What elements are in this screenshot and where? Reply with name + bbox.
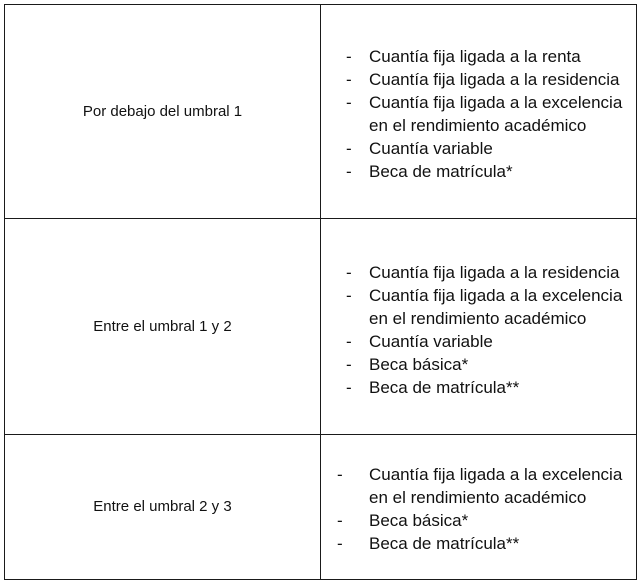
- bullet-dash: -: [337, 534, 343, 553]
- bullet-dash: -: [346, 139, 352, 158]
- list-item: [321, 137, 636, 160]
- benefits-list: [321, 249, 636, 405]
- list-item-text: Cuantía fija ligada a la excelencia en el rendimiento académico: [369, 465, 623, 507]
- list-item-text: Beca de matrícula*: [369, 162, 513, 181]
- list-item: [321, 532, 636, 555]
- scholarship-threshold-table: [4, 4, 637, 580]
- bullet-dash: -: [346, 331, 352, 351]
- list-item-text: Cuantía fija ligada a la excelencia en el rendimiento académico: [369, 285, 623, 328]
- list-item: [321, 68, 636, 91]
- bullet-dash: -: [337, 465, 343, 484]
- list-item: [321, 353, 636, 376]
- list-item: [321, 330, 636, 353]
- list-item: [321, 261, 636, 284]
- list-item-text: Cuantía variable: [369, 139, 493, 158]
- list-item-text: Beca de matrícula**: [369, 534, 520, 553]
- benefits-cell: [321, 219, 637, 435]
- list-item-text: Beca básica*: [369, 354, 469, 374]
- list-item: [321, 45, 636, 68]
- list-item: [321, 284, 636, 330]
- threshold-label: Entre el umbral 1 y 2: [5, 219, 321, 435]
- table-row: [5, 219, 637, 435]
- bullet-dash: -: [346, 354, 352, 374]
- threshold-label: Por debajo del umbral 1: [5, 5, 321, 219]
- bullet-dash: -: [346, 93, 352, 112]
- benefits-cell: [321, 5, 637, 219]
- table-row: [5, 5, 637, 219]
- bullet-dash: -: [346, 262, 352, 282]
- bullet-dash: -: [346, 162, 352, 181]
- list-item-text: Beca básica*: [369, 511, 469, 530]
- benefits-list: [321, 453, 636, 561]
- bullet-dash: -: [337, 511, 343, 530]
- bullet-dash: -: [346, 47, 352, 66]
- list-item: [321, 463, 636, 509]
- bullet-dash: -: [346, 70, 352, 89]
- bullet-dash: -: [346, 377, 352, 397]
- benefits-list: [321, 32, 636, 191]
- list-item-text: Cuantía fija ligada a la renta: [369, 47, 581, 66]
- list-item: [321, 509, 636, 532]
- list-item-text: Beca de matrícula**: [369, 377, 520, 397]
- list-item: [321, 91, 636, 137]
- bullet-dash: -: [346, 285, 352, 305]
- benefits-cell: [321, 435, 637, 580]
- list-item: [321, 376, 636, 399]
- table-row: [5, 435, 637, 580]
- threshold-label: Entre el umbral 2 y 3: [5, 435, 321, 580]
- list-item: [321, 160, 636, 183]
- list-item-text: Cuantía variable: [369, 331, 493, 351]
- list-item-text: Cuantía fija ligada a la residencia: [369, 70, 620, 89]
- list-item-text: Cuantía fija ligada a la residencia: [369, 262, 620, 282]
- list-item-text: Cuantía fija ligada a la excelencia en el rendimiento académico: [369, 93, 623, 135]
